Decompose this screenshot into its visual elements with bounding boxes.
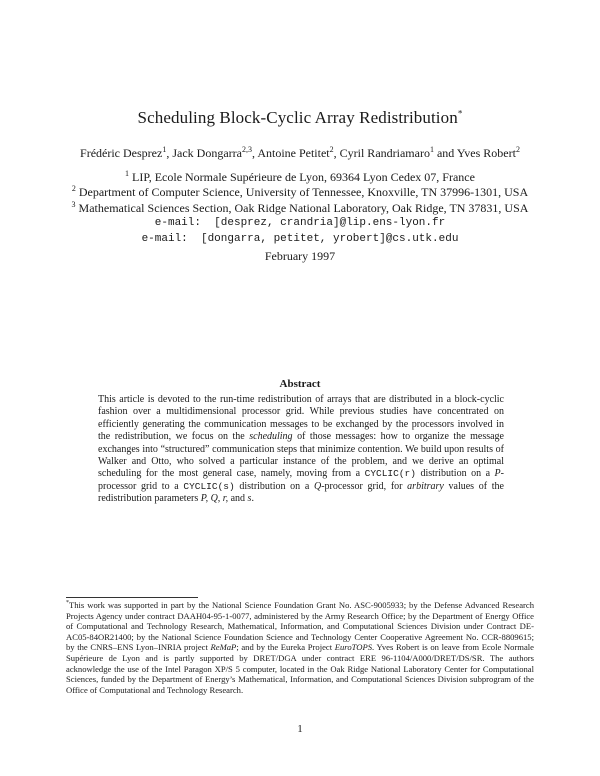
author: Jack Dongarra$^{2,3}$, <box>172 145 258 160</box>
title-footnote-mark: * <box>457 108 463 119</box>
affiliation-line: $^1$ LIP, Ecole Normale Supérieure de Lyon, 69364 Lyon Cedex 07, France <box>125 169 475 184</box>
affiliation-line: $^3$ Mathematical Sciences Section, Oak Ridge National Laboratory, Oak Ridge, TN 37831, USA <box>71 199 529 215</box>
author-list <box>0 146 600 161</box>
author: Frédéric Desprez$^1$, <box>80 145 173 160</box>
author: Cyril Randriamaro$^1$ and <box>339 145 457 160</box>
author: Antoine Petitet$^2$, <box>257 145 340 160</box>
footnote-rule <box>66 597 198 598</box>
paper-title <box>0 108 600 128</box>
publication-date: February 1997 <box>264 249 336 263</box>
abstract-body: This article is devoted to the run-time redistribution of arrays that are distributed in a block-cyclic fashion over a multidimensional processor grid. While previous studies have concentrated on efficiently generating the communication messages to be exchanged by the processors involved in the redistribution, we focus on the scheduling of those messages: how to organize the message exchanges into “structured” communication steps that minimize contention. We build upon results of Walker and Otto, who solved a particular instance of the problem, and we derive an optimal scheduling for the most general case, namely, moving from a CYCLIC(r) distribution on a P-processor grid to a CYCLIC(s) distribution on a Q-processor grid, for arbitrary values of the redistribution parameters P, Q, r, and s. <box>98 394 505 505</box>
footnote: *This work was supported in part by the National Science Foundation Grant No. ASC-9005933; by the Defense Advanced Research Projects Agency under contract DAAH04-95-1-0077, administered by the Army Research Office; by the Department of Energy Office of Computational and Technology Research, Mathematical, Information, and Computational Sciences Division under Contract DE-AC05-84OR21400; by the National Science Foundation Science and Technology Center Cooperative Agreement No. CCR-8809615; by the CNRS–ENS Lyon–INRIA project ReMaP; and by the Eureka Project EuroTOPS. Yves Robert is on leave from Ecole Normale Supérieure de Lyon and is partly supported by DRET/DGA under contract ERE 96-1104/A000/DRET/DS/SR. The authors acknowledge the use of the Intel Paragon XP/S 5 computer, located in the Oak Ridge National Laboratory Center for Computational Sciences, funded by the Department of Energy’s Mathematical, Information, and Computational Sciences Division subprogram of the Office of Computational and Technology Research. <box>66 600 534 695</box>
affiliations <box>0 170 600 247</box>
abstract-heading: Abstract <box>279 378 321 390</box>
email-line: e-mail: [dongarra, petitet, yrobert]@cs.utk.edu <box>141 232 459 245</box>
email-line: e-mail: [desprez, crandria]@lip.ens-lyon.fr <box>154 217 446 230</box>
affiliation-line: $^2$ Department of Computer Science, University of Tennessee, Knoxville, TN 37996-1301, USA <box>71 184 529 200</box>
author: Yves Robert$^2$ <box>456 145 520 160</box>
page-number: 1 <box>297 723 303 735</box>
title-text: Scheduling Block-Cyclic Array Redistribution <box>137 108 458 127</box>
